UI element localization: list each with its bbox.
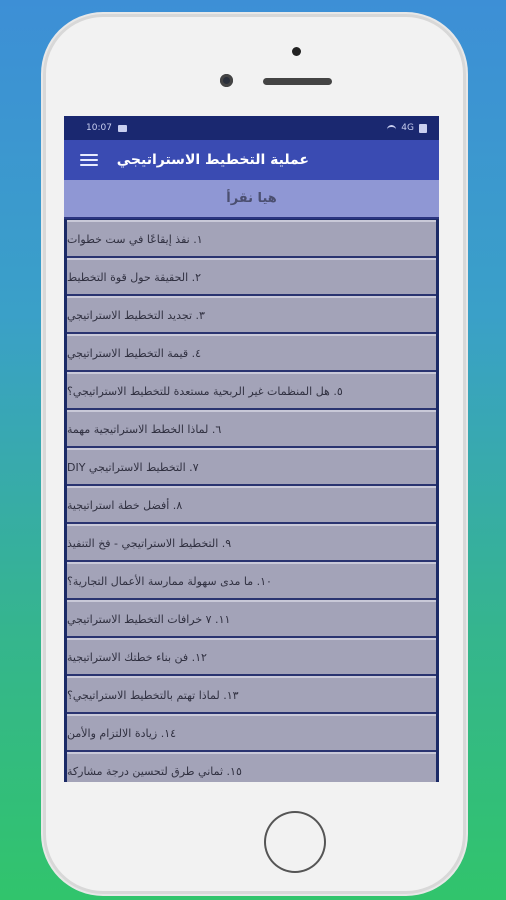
list-item-label: ١١. ٧ خرافات التخطيط الاستراتيجي (67, 612, 231, 626)
list-item-label: ٥. هل المنظمات غير الربحية مستعدة للتخطيط الاستراتيجي؟ (67, 384, 343, 398)
list-item[interactable] (67, 486, 436, 522)
list-item[interactable] (67, 600, 436, 636)
list-item[interactable] (67, 372, 436, 408)
list-item-label: ٢. الحقيقة حول قوة التخطيط (67, 270, 202, 284)
app-title: عملية التخطيط الاستراتيجي (116, 152, 309, 168)
notification-icon (118, 125, 127, 132)
list-item-label: ٣. تجديد التخطيط الاستراتيجي (67, 308, 205, 322)
front-camera-icon (220, 74, 233, 87)
app-bar (64, 140, 439, 180)
wifi-icon (387, 125, 396, 132)
list-item[interactable] (67, 638, 436, 674)
list-item[interactable] (67, 562, 436, 598)
home-button[interactable] (264, 811, 326, 873)
list-item-label: ١٥. ثماني طرق لتحسين درجة مشاركة (67, 764, 242, 778)
list-item-label: ٤. قيمة التخطيط الاستراتيجي (67, 346, 201, 360)
list-item[interactable] (67, 676, 436, 712)
list-item[interactable] (67, 448, 436, 484)
proximity-sensor (292, 47, 301, 56)
status-bar (64, 116, 439, 140)
list-item[interactable] (67, 258, 436, 294)
section-header-label: هيا نقرأ (226, 191, 277, 206)
list-item[interactable] (67, 220, 436, 256)
status-time: 10:07 (86, 123, 112, 133)
list-item-label: ١٤. زيادة الالتزام والأمن (67, 726, 177, 740)
list-item-label: ١٠. ما مدى سهولة ممارسة الأعمال التجارية؟ (67, 574, 272, 588)
list-item[interactable] (67, 334, 436, 370)
list-item-label: ١. نفذ إيقاعًا في ست خطوات (67, 232, 203, 246)
list-item[interactable] (67, 296, 436, 332)
list-item-label: ٦. لماذا الخطط الاستراتيجية مهمة (67, 422, 222, 436)
app-screen (64, 116, 439, 782)
earpiece-speaker (263, 78, 332, 85)
list-item[interactable] (67, 714, 436, 750)
list-item-label: ٧. التخطيط الاستراتيجي DIY (67, 460, 199, 474)
signal-indicator: 4G (401, 123, 414, 133)
hamburger-menu-icon[interactable] (80, 154, 98, 166)
list-item-label: ٩. التخطيط الاستراتيجي - فخ التنفيذ (67, 536, 232, 550)
list-item-label: ١٣. لماذا تهتم بالتخطيط الاستراتيجي؟ (67, 688, 239, 702)
list-item[interactable] (67, 524, 436, 560)
list-item-label: ١٢. فن بناء خطتك الاستراتيجية (67, 650, 207, 664)
list-item[interactable] (67, 410, 436, 446)
article-list (64, 220, 439, 782)
list-item-label: ٨. أفضل خطة استراتيجية (67, 498, 183, 512)
list-item[interactable] (67, 752, 436, 782)
section-header (64, 180, 439, 219)
battery-icon (419, 124, 427, 133)
